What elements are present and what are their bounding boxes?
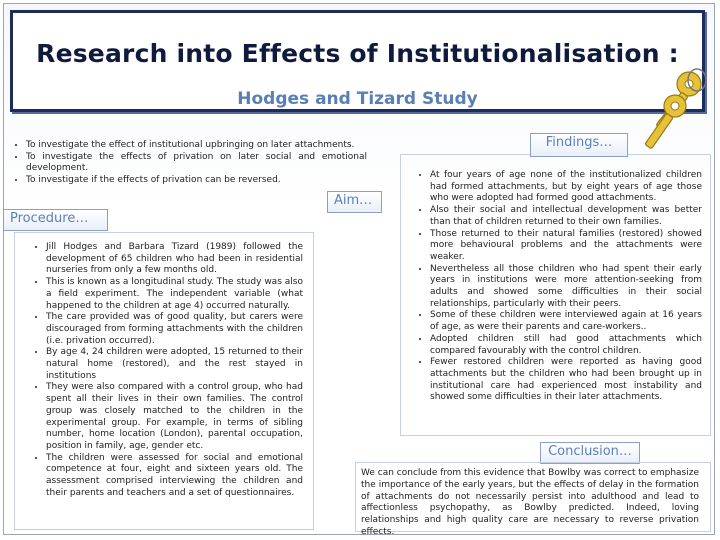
findings-item: • Also their social and intellectual development was better than that of children returned to their own families. bbox=[430, 205, 702, 228]
conclusion-label: Conclusion… bbox=[540, 442, 640, 464]
findings-item: • Fewer restored children were reported as having good attachments but the children who had been brought up in institutional care had experienced most instability and showed some difficulties in their later attachments. bbox=[430, 357, 702, 404]
aim-item: • To investigate the effects of privation on later social and emotional development. bbox=[26, 152, 367, 175]
findings-list bbox=[402, 170, 702, 404]
findings-item: • Nevertheless all those children who had spent their early years in institutions were more attention-seeking from adults and showed some difficulties in their social relationships, particularly with their peers. bbox=[430, 264, 702, 311]
procedure-item: • They were also compared with a control group, who had spent all their lives in their own families. The control group was closely matched to the children in the experimental group. For example, in terms of sibling number, home location (London), parental occupation, position in family, age, gender etc. bbox=[46, 382, 303, 452]
page-title: Research into Effects of Institutionalisation : bbox=[36, 39, 679, 68]
procedure-item: • The care provided was of good quality, but carers were discouraged from forming attachments with the children (i.e. privation occurred). bbox=[46, 312, 303, 347]
aim-label: Aim… bbox=[327, 191, 382, 213]
findings-item: • Those returned to their natural families (restored) showed more behavioural problems and the attachments were weaker. bbox=[430, 229, 702, 264]
procedure-item: • This is known as a longitudinal study. The study was also a field experiment. The independent variable (what happened to the children at age 4) occurred naturally. bbox=[46, 277, 303, 312]
procedure-label: Procedure… bbox=[3, 209, 108, 231]
procedure-item: • The children were assessed for social and emotional competence at four, eight and sixteen years old. The assessment comprised interviewing the children and their parents and teachers and a set of questionnaires. bbox=[46, 453, 303, 500]
title-box bbox=[10, 10, 705, 112]
aim-item: • To investigate the effect of institutional upbringing on later attachments. bbox=[26, 140, 367, 152]
keys-icon bbox=[645, 66, 715, 156]
aims-list bbox=[12, 140, 367, 186]
findings-label: Findings… bbox=[530, 133, 628, 157]
findings-item: • At four years of age none of the institutionalized children had formed attachments, but by eight years of age those who were adopted had formed good attachments. bbox=[430, 170, 702, 205]
procedure-item: • Jill Hodges and Barbara Tizard (1989) followed the development of 65 children who had been in residential nurseries from only a few months old. bbox=[46, 242, 303, 277]
page-subtitle: Hodges and Tizard Study bbox=[237, 89, 478, 109]
findings-item: • Some of these children were interviewed again at 16 years of age, as were their parents and care-workers.. bbox=[430, 310, 702, 333]
findings-item: • Adopted children still had good attachments which compared favourably with the control children. bbox=[430, 334, 702, 357]
conclusion-text: We can conclude from this evidence that Bowlby was correct to emphasize the importance of the early years, but the effects of delay in the formation of attachments do not necessarily persist into adulthood and lead to affectionless psychopathy, as Bowlby predicted. Indeed, loving relationships and high quality care are necessary to reverse privation effects. bbox=[361, 468, 699, 537]
procedure-item: • By age 4, 24 children were adopted, 15 returned to their natural home (restored), and the rest stayed in institutions bbox=[46, 347, 303, 382]
aim-item: • To investigate if the effects of privation can be reversed. bbox=[26, 175, 367, 187]
procedure-list bbox=[18, 242, 303, 499]
